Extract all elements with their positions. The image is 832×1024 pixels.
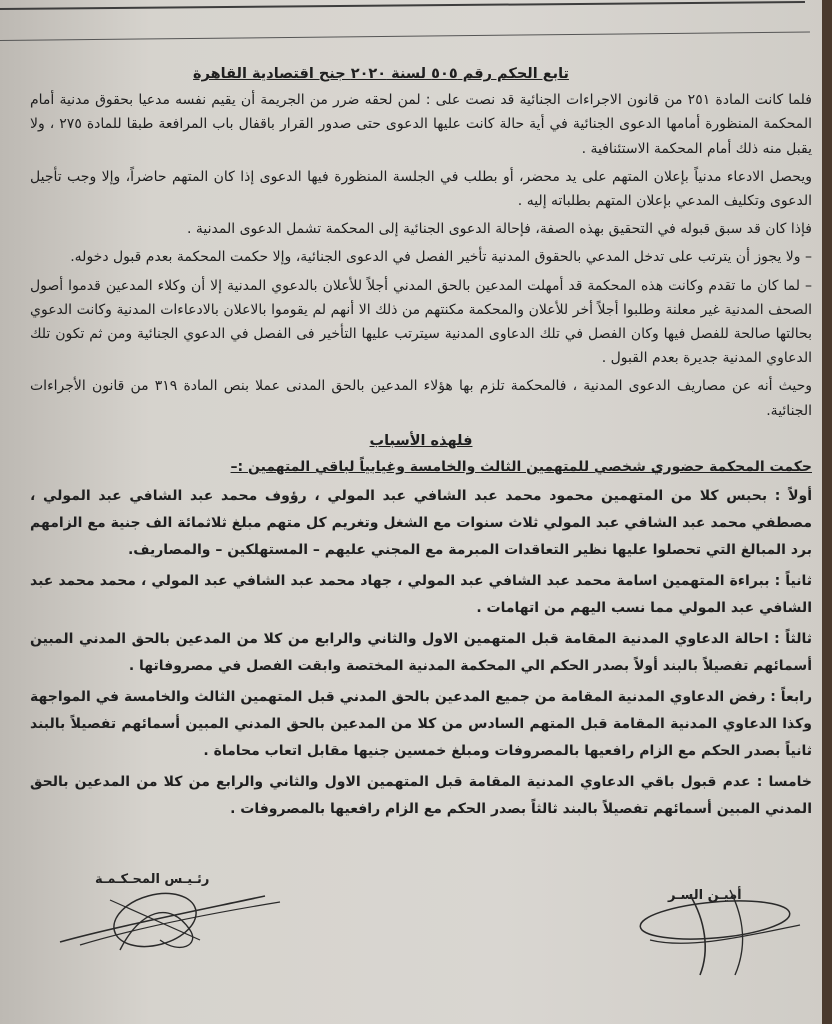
court-president-title: رئـيـس المحـكـمـة (95, 872, 210, 887)
court-secretary-signature (630, 880, 820, 980)
top-border-line (0, 1, 805, 10)
judgment-header: تابع الحكم رقم ٥٠٥ لسنة ٢٠٢٠ جنح اقتصادية القاهرة (193, 66, 569, 82)
verdict-item-fourth: رابعاً : رفض الدعاوي المدنية المقامة من جميع المدعين بالحق المدني قبل المتهمين الثالث والخامسة في المواجهة وكذا الدعاوي المدنية المقامة قبل المتهم السادس من كلا من المدعين بالحق المدني المبين أسمائهم تفصيلاً بالبند ثانياً بصدر الحكم مع الزام رافعيها بالمصروفات ومبلغ خمسين جنيها مقابل اتعاب محاماة . (30, 689, 812, 760)
paragraph-civil-claim-notice: ويحصل الادعاء مدنياً بإعلان المتهم على يد محضر، أو بطلب في الجلسة المنظورة فيها الدعوى إذا كان المتهم حاضراً، وإلا وجب تأجيل الدعوى وتكليف المدعي بإعلان المتهم بطلباته إليه . (30, 168, 812, 210)
court-president-signature (50, 870, 310, 970)
verdict-item-second: ثانياً : ببراءة المتهمين اسامة محمد عبد الشافي عبد المولي ، جهاد محمد عبد الشافي عبد المولي ، محمد محمد عبد الشافي عبد المولي مما نسب اليهم من اتهامات . (30, 573, 812, 617)
page-edge-shadow (822, 0, 832, 1024)
paragraph-article-251: فلما كانت المادة ٢٥١ من قانون الاجراءات الجنائية قد نصت على : لمن لحقه ضرر من الجريمة أن يقيم نفسه مدعيا بحقوق مدنية أمام المحكمة المنظورة أمامها الدعوى الجنائية في أية حالة كانت عليها الدعوى حتى صدور القرار باقفال باب المرافعة طبقا للمادة ٢٧٥ ، ولا يقبل منه ذلك أمام المحكمة الاستئنافية . (30, 92, 812, 157)
reasons-title: فلهذه الأسباب (369, 432, 473, 449)
verdict-item-first: أولاً : بحبس كلا من المتهمين محمود محمد عبد الشافي عبد المولي ، رؤوف محمد عبد الشافي عبد المولي ، مصطفي محمد عبد الشافي عبد المولي ثلاث سنوات مع الشغل وتغريم كل متهم مبلغ ثلاثمائة الف جنية مع الزامهم برد المبالغ التي تحصلوا عليها نظير التعاقدات المبرمة مع المجني عليهم – المستهلكين – والمصاريف. (30, 488, 812, 559)
header-rule-line (0, 32, 810, 41)
verdict-item-fifth: خامسا : عدم قبول باقي الدعاوي المدنية المقامة قبل المتهمين الاول والثاني والرابع من كلا من المدعين بالحق المدني المبين أسمائهم تفصيلاً بالبند ثالثاً بصدر الحكم مع الزام رافعيها بالمصروفات . (30, 774, 812, 818)
paragraph-no-delay: – ولا يجوز أن يترتب على تدخل المدعي بالحقوق المدنية تأخير الفصل في الدعوى الجنائية، وإلا حكمت المحكمة بعدم قبول دخوله. (70, 249, 812, 266)
verdict-item-third: ثالثاً : احالة الدعاوي المدنية المقامة قبل المتهمين الاول والثاني والرابع من كلا من المدعين بالحق المدني المبين أسمائهم تفصيلاً بالبند أولاً بصدر الحكم الي المحكمة المدنية المختصة وابقت الفصل في مصروفاتها . (30, 631, 812, 675)
verdict-heading: حكمت المحكمة حضوري شخصي للمتهمين الثالث والخامسة وغيابياً لباقي المتهمين :– (230, 459, 812, 476)
document-body (30, 62, 812, 827)
paragraph-expenses: وحيث أنه عن مصاريف الدعوى المدنية ، فالمحكمة تلزم بها هؤلاء المدعين بالحق المدنى عملا بنص المادة ٣١٩ من قانون الأجراءات الجنائية. (30, 378, 813, 419)
paragraph-investigation: فإذا كان قد سبق قبوله في التحقيق بهذه الصفة، فإحالة الدعوى الجنائية إلى المحكمة تشمل الدعوى المدنية . (187, 221, 812, 238)
paragraph-court-reasoning: – لما كان ما تقدم وكانت هذه المحكمة قد أمهلت المدعين بالحق المدني أجلاً للأعلان بالدعوي المدنية إلا أن وكلاء المدعين قدموا أصول الصحف المدنية غير معلنة وطلبوا أجلاً أخر للأعلان والمحكمة مكنتهم من ذلك الا أنهم لم يقوموا بالاعلان بالادعاءات المدنية وكانت الدعوي بحالتها صالحة للفصل فيها وكان الفصل في تلك الدعاوى المدنية سيترتب عليها التأخير فى الفصل في الدعوي الجنائية ومن ثم تكون تلك الدعاوي المدنية جديرة بعدم القبول . (30, 277, 812, 367)
court-secretary-title: أميـن السـر (668, 888, 742, 903)
